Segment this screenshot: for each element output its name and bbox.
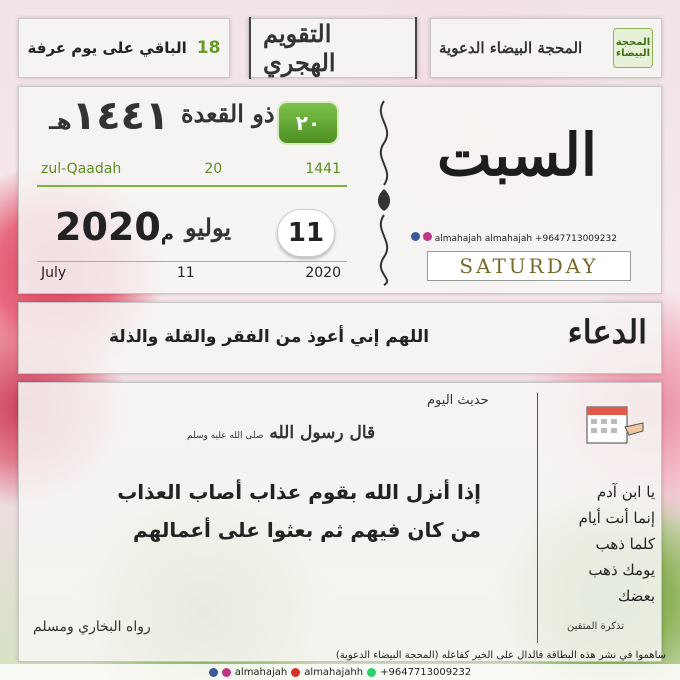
dua-text: اللهم إني أعوذ من الفقر والقلة والذلة [109, 327, 430, 347]
facebook-icon [411, 232, 420, 241]
wisdom-line: يومك ذهب [588, 561, 655, 579]
wisdom-title: تذكرة المتقين [567, 621, 625, 632]
footer-social-bar [0, 664, 680, 680]
dua-panel [18, 302, 662, 374]
divider-line [37, 261, 347, 262]
instagram-icon [222, 668, 231, 677]
footer-handle-2: almahajahh [304, 666, 364, 678]
days-to-arafah-box [18, 18, 230, 78]
gregorian-year-latin: 2020 [305, 265, 341, 281]
gregorian-day-latin: 11 [176, 265, 195, 281]
hadith-narrator: رواه البخاري ومسلم [33, 619, 151, 635]
whatsapp-icon [367, 668, 376, 677]
salla-text: صلى الله عليه وسلم [187, 431, 264, 441]
gregorian-month: يوليو [185, 213, 232, 242]
days-to-arafah-text: الباقي على يوم عرفة [27, 39, 187, 57]
vertical-ornament [369, 97, 399, 287]
gregorian-latin-row [41, 265, 341, 281]
hijri-month: ذو القعدة [181, 99, 275, 128]
social-handles [411, 232, 617, 244]
weekday-english: SATURDAY [427, 251, 631, 281]
brand-name: المحجة البيضاء الدعوية [439, 39, 583, 57]
brand-logo [613, 28, 653, 68]
column-divider [537, 393, 538, 643]
hadith-body: إذا أنزل الله بقوم عذاب أصاب العذاب من كان فيهم ثم بعثوا على أعمالهم [117, 480, 481, 542]
hijri-month-latin: zul-Qaadah [41, 161, 122, 177]
social-text: almahajah almahajah +9647713009232 [434, 234, 617, 244]
hijri-year-latin: 1441 [305, 161, 341, 177]
calendar-title: التقويم الهجري [249, 17, 417, 79]
hijri-year [49, 93, 169, 139]
wisdom-text [555, 479, 655, 609]
divider-line [37, 185, 347, 187]
gregorian-year-number: 2020 [55, 205, 161, 249]
days-to-arafah-count: 18 [196, 38, 221, 58]
footer-note: (المحجة البيضاء الدعوية) ساهموا في نشر هذه البطاقة فالدال على الخير كفاعله [335, 650, 666, 661]
wisdom-line: إنما أنت أيام [578, 509, 655, 527]
date-panel [18, 86, 662, 294]
facebook-icon [209, 668, 218, 677]
gregorian-day-badge: 11 [277, 209, 335, 257]
hadith-intro-text: قال رسول الله [269, 423, 376, 443]
calendar-icon [577, 397, 647, 451]
dua-title: الدعاء [567, 313, 647, 351]
wisdom-line: بعضك [617, 587, 655, 605]
logo-text: المحجة البيضاء [615, 37, 651, 59]
gregorian-month-latin: July [41, 265, 67, 281]
weekday-arabic: السبت [437, 121, 597, 189]
hadith-panel [18, 382, 662, 662]
hadith-intro [187, 423, 375, 443]
youtube-icon [291, 668, 300, 677]
wisdom-line: يا ابن آدم [596, 483, 655, 501]
hijri-year-number: ١٤٤١ [71, 93, 170, 139]
gregorian-year [55, 205, 174, 249]
hadith-label: حديث اليوم [427, 393, 489, 408]
hijri-day-latin: 20 [204, 161, 223, 177]
hijri-latin-row [41, 161, 341, 177]
gregorian-year-suffix: م [160, 224, 174, 245]
brand-box [430, 18, 662, 78]
instagram-icon [423, 232, 432, 241]
footer-handle-1: almahajah [234, 666, 288, 678]
footer-phone: +9647713009232 [380, 666, 472, 678]
calendar-title-box [248, 18, 418, 78]
hijri-day-badge: ٢٠ [277, 101, 339, 145]
wisdom-line: كلما ذهب [595, 535, 655, 553]
hijri-year-suffix: هـ [49, 110, 72, 135]
